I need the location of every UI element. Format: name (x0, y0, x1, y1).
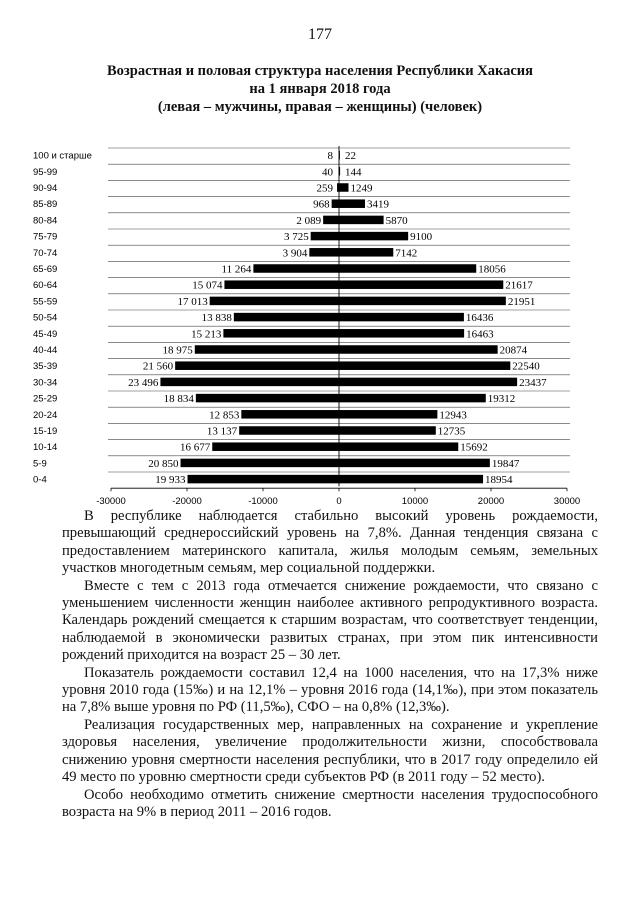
female-bar (339, 345, 498, 354)
female-value-label: 1249 (350, 182, 373, 195)
male-value-label: 19 933 (155, 474, 186, 487)
male-value-label: 3 725 (283, 231, 309, 244)
x-tick-label: 10000 (401, 496, 429, 505)
age-group-label: 5-9 (33, 458, 47, 470)
age-group-label: 75-79 (33, 231, 58, 243)
age-group-label: 40-44 (33, 345, 58, 356)
page-number: 177 (308, 26, 332, 43)
paragraph: Показатель рождаемости составил 12,4 на 1000 населения, что на 17,3% ниже уровня 2010 года (15‰) и на 12,1% – уровня 2016 года (14,1‰), при этом показатель на 7,8% выше уровня по РФ (11,5‰), СФО – на 0,8% (12,3‰). (62, 664, 598, 716)
female-value-label: 12735 (437, 425, 466, 438)
female-bar (339, 361, 510, 370)
male-value-label: 11 264 (221, 263, 252, 276)
male-bar (234, 313, 339, 322)
female-bar (339, 248, 393, 256)
male-value-label: 18 834 (163, 393, 194, 406)
x-tick-label: -20000 (172, 496, 202, 505)
female-value-label: 19312 (487, 393, 516, 406)
female-bar (339, 183, 348, 192)
age-group-label: 65-69 (33, 264, 58, 275)
female-value-label: 9100 (410, 231, 433, 244)
male-value-label: 13 137 (206, 425, 238, 438)
male-value-label: 18 975 (162, 344, 193, 357)
male-value-label: 17 013 (177, 295, 208, 308)
female-bar (339, 410, 437, 419)
female-value-label: 7142 (395, 247, 418, 260)
female-value-label: 16436 (465, 312, 494, 325)
male-value-label: 968 (313, 198, 330, 211)
male-bar (239, 426, 339, 435)
female-bar (339, 426, 436, 435)
male-bar (253, 264, 339, 273)
male-value-label: 15 074 (192, 279, 223, 292)
female-value-label: 20874 (499, 344, 528, 357)
age-group-label: 70-74 (33, 247, 58, 259)
female-value-label: 16463 (466, 328, 494, 341)
female-bar (339, 297, 506, 306)
body-text (62, 508, 598, 821)
male-bar (175, 361, 339, 370)
female-value-label: 21617 (505, 279, 533, 292)
female-value-label: 23437 (519, 376, 547, 389)
age-group-label: 35-39 (33, 361, 58, 373)
male-bar (223, 329, 339, 338)
chart-title-line-1: Возрастная и половая структура населения Республики Хакасия (107, 63, 533, 79)
age-group-label: 60-64 (33, 280, 58, 292)
male-bar (181, 459, 339, 468)
female-bar (339, 475, 483, 484)
male-value-label: 2 089 (296, 214, 322, 227)
male-bar (212, 442, 339, 451)
male-value-label: 15 213 (191, 328, 222, 341)
male-bar (224, 280, 339, 289)
female-value-label: 144 (345, 166, 362, 179)
male-value-label: 3 904 (282, 247, 308, 260)
female-bar (339, 329, 464, 338)
female-value-label: 21951 (507, 295, 536, 308)
female-bar (339, 280, 503, 289)
male-value-label: 23 496 (128, 376, 159, 389)
male-bar (323, 216, 339, 225)
male-bar (210, 297, 339, 306)
age-group-label: 80-84 (33, 215, 58, 227)
age-group-label: 90-94 (33, 183, 58, 194)
male-bar (337, 183, 339, 192)
female-bar (339, 216, 384, 225)
male-bar (196, 394, 339, 403)
female-bar (339, 264, 476, 273)
female-bar (339, 459, 490, 468)
chart-title-line-2: на 1 января 2018 года (249, 81, 391, 97)
age-group-label: 20-24 (33, 409, 58, 421)
x-tick-label: -10000 (248, 496, 278, 505)
female-value-label: 22540 (512, 360, 540, 373)
female-value-label: 3419 (366, 198, 389, 211)
paragraph: Особо необходимо отметить снижение смертности населения трудоспособного возраста на 9% в период 2011 – 2016 годов. (62, 786, 598, 820)
male-bar (160, 378, 339, 387)
female-bar (339, 232, 408, 241)
male-value-label: 40 (322, 166, 333, 179)
female-bar (339, 378, 517, 387)
paragraph: Вместе с тем с 2013 года отмечается снижение рождаемости, что связано с уменьшением численности женщин наиболее активного репродуктивного возраста. Календарь рождений смещается к старшим возрастам, что соответствует тенденции, наблюдаемой в экономически развитых странах, при этом пик интенсивности рождений приходится на возраст 25 – 30 лет. (62, 577, 598, 664)
paragraph: Реализация государственных мер, направленных на сохранение и укрепление здоровья населения, увеличение продолжительности жизни, способствовала снижению уровня смертности населения республики, что в 2017 году определило ей 49 место по уровню смертности среди субъектов РФ (в 2011 году – 52 место). (62, 716, 598, 786)
age-group-label: 95-99 (33, 166, 58, 178)
female-bar (339, 442, 458, 451)
female-value-label: 5870 (385, 214, 408, 227)
male-value-label: 12 853 (209, 409, 240, 422)
male-bar (188, 475, 339, 484)
female-value-label: 15692 (460, 441, 488, 454)
female-value-label: 18954 (485, 474, 513, 487)
female-value-label: 18056 (478, 263, 506, 276)
age-group-label: 50-54 (33, 312, 58, 324)
female-value-label: 12943 (439, 409, 467, 422)
male-value-label: 20 850 (148, 457, 179, 470)
x-tick-label: 0 (336, 496, 342, 505)
male-value-label: 259 (316, 182, 333, 195)
x-tick-label: 30000 (553, 496, 581, 505)
male-value-label: 21 560 (142, 360, 174, 373)
age-group-label: 85-89 (33, 199, 58, 211)
age-group-label: 10-14 (33, 442, 58, 454)
male-bar (311, 232, 339, 241)
male-bar (332, 199, 339, 208)
female-bar (339, 199, 365, 208)
age-group-label: 55-59 (33, 296, 58, 308)
age-group-label: 45-49 (33, 328, 58, 340)
x-tick-label: 20000 (477, 496, 505, 505)
x-tick-label: -30000 (96, 496, 126, 505)
chart-title-line-3: (левая – мужчины, правая – женщины) (человек) (157, 99, 483, 115)
male-value-label: 13 838 (201, 312, 232, 325)
age-group-label: 0-4 (33, 474, 47, 486)
female-bar (339, 394, 486, 403)
male-bar (309, 248, 339, 256)
age-group-label: 25-29 (33, 393, 58, 405)
male-bar (241, 410, 339, 419)
age-group-label: 30-34 (33, 377, 58, 389)
female-bar (339, 313, 464, 322)
male-value-label: 8 (327, 150, 333, 163)
female-value-label: 22 (345, 150, 356, 163)
male-bar (195, 345, 339, 354)
female-bar (339, 151, 340, 160)
age-group-label: 100 и старше (33, 150, 92, 162)
female-bar (339, 167, 340, 176)
paragraph: В республике наблюдается стабильно высокий уровень рождаемости, превышающий среднероссийский уровень на 7,8%. Данная тенденция связана с предоставлением материнского капитала, жилья молодым семьям, земельных участков многодетным семьям, мер социальной поддержки. (62, 508, 598, 577)
age-group-label: 15-19 (33, 426, 58, 437)
female-value-label: 19847 (491, 457, 520, 470)
male-value-label: 16 677 (180, 441, 211, 454)
